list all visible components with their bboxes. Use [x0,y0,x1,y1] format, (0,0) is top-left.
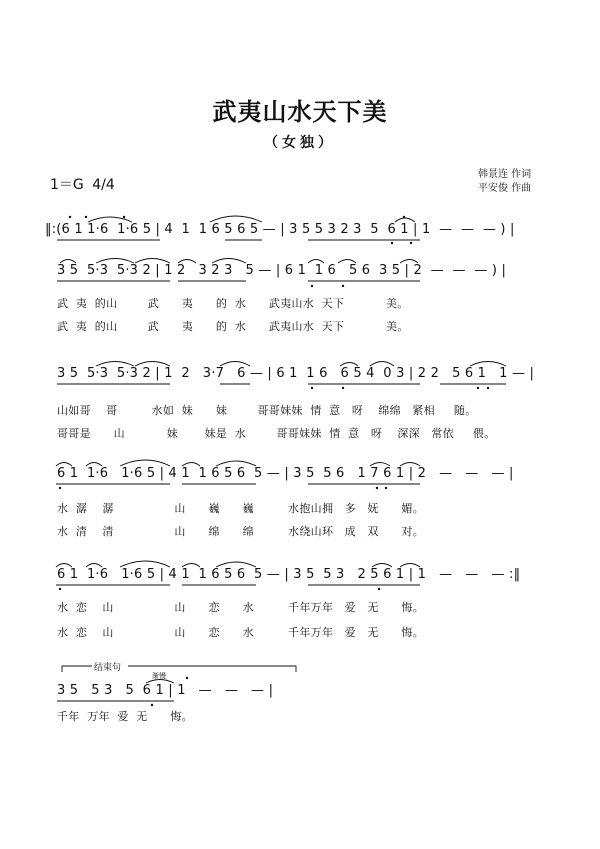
lyric-line-4b: 水 恋 山 山 恋 水 千年万年 爱 无 悔。 [57,626,425,639]
lyric-line-5: 千年 万年 爱 无 悔。 [57,710,193,723]
lyric-line-1a: 武 夷 的山 武 夷 的 水 武夷山水 天下 美。 [57,297,409,310]
notation-line-coda: 3 5 5 3 5 6 1 | 1 — — — | [57,683,274,698]
notation-line-intro: ‖:(6 1 1·6 1·6 5 | 4 1 1 6 5 6 5 — | 3 5 5 3 2 3 5 6 1 | 1 — — — ) | [45,222,515,237]
lyricist-credit: 韩景连 作词 [478,169,532,180]
notation-line-2: 3 5 5·3 5·3 2 | 1 2 3·7 6 — | 6 1 1 6 6 5 4 0 3 | 2 2 5 6 1 1 — | [57,366,535,381]
lyric-line-1b: 武 夷 的山 武 夷 的 水 武夷山水 天下 美。 [57,320,409,333]
coda-bracket [62,666,92,672]
lyric-line-4a: 水 恋 山 山 恋 水 千年万年 爱 无 悔。 [57,601,425,614]
key-signature: 1＝G [50,177,84,193]
notation-line-3: 6 1 1·6 1·6 5 | 4 1 1 6 5 6 5 — | 3 5 5 6 1 7 6 1 | 2 — — — | [57,466,514,481]
composer-credit: 平安俊 作曲 [478,183,532,194]
lyric-line-3a: 水 潺 潺 山 巍 巍 水抱山拥 多 妩 媚。 [57,502,425,515]
lyric-line-2a: 山如哥 哥 水如 妹 妹 哥哥妹妹 情 意 呀 绵绵 紧相 随。 [57,404,477,417]
song-subtitle: （女独） [264,135,336,151]
time-signature: 4/4 [92,177,115,193]
song-title: 武夷山水天下美 [212,97,388,126]
lyric-line-2b: 哥哥是 山 妹 妹是 水 哥哥妹妹 情 意 呀 深深 常依 偎。 [57,427,496,440]
coda-label: 结束句 [94,663,122,673]
tempo-mark: 渐慢 [152,672,166,680]
key-time-signature [50,174,115,194]
notation-line-4: 6 1 1·6 1·6 5 | 4 1 1 6 5 6 5 — | 3 5 5 3 2 5 6 1 | 1 — — — :‖ [57,567,521,582]
lyric-line-3b: 水 清 清 山 绵 绵 水绕山环 成 双 对。 [57,525,425,538]
notation-line-1: 3 5 5·3 5·3 2 | 1 2 3 2 3 5 — | 6 1 1 6 5 6 3 5 | 2 — — — ) | [57,263,507,278]
credits [478,168,531,196]
